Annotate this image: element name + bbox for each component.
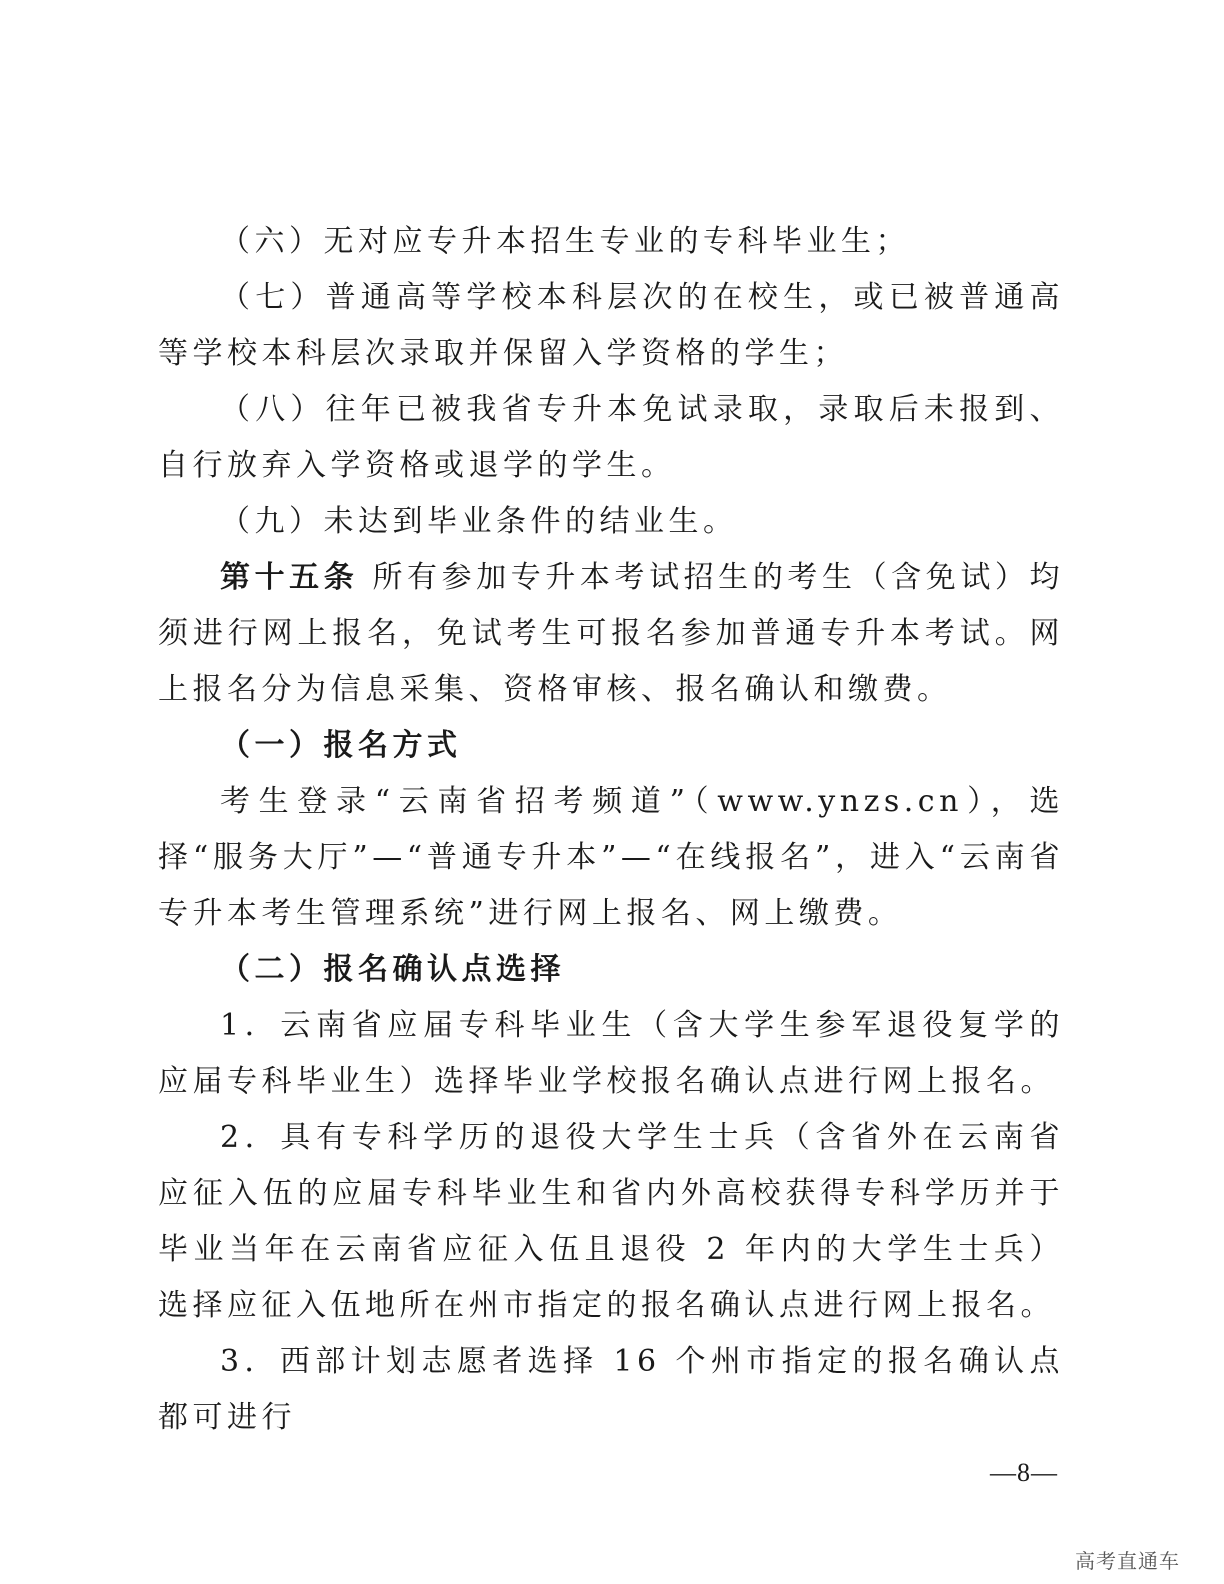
clause-8: （八）往年已被我省专升本免试录取，录取后未报到、自行放弃入学资格或退学的学生。: [158, 392, 1064, 483]
document-body: [158, 214, 1064, 1446]
section-heading-registration-method: （一）报名方式: [220, 728, 462, 763]
article-15-text: 所有参加专升本考试招生的考生（含免试）均须进行网上报名，免试考生可报名参加普通专升本考试。网上报名分为信息采集、资格审核、报名确认和缴费。: [158, 560, 1064, 707]
article-15: [158, 550, 1064, 718]
page-number: —8—: [990, 1458, 1058, 1487]
article-15-label: 第十五条: [220, 560, 359, 595]
clause-7: （七）普通高等学校本科层次的在校生，或已被普通高等学校本科层次录取并保留入学资格的学生；: [158, 280, 1064, 371]
item-2: 2．具有专科学历的退役大学生士兵（含省外在云南省应征入伍的应届专科毕业生和省内外高校获得专科学历并于毕业当年在云南省应征入伍且退役 2 年内的大学生士兵）选择应征入伍地所在州市指定的报名确认点进行网上报名。: [158, 1120, 1064, 1323]
clause-9: （九）未达到毕业条件的结业生。: [220, 504, 738, 539]
watermark: 高考直通车: [1075, 1549, 1180, 1573]
section-heading-confirmation-point: （二）报名确认点选择: [220, 952, 565, 987]
registration-method-text: 考生登录“云南省招考频道”（www.ynzs.cn），选择“服务大厅”—“普通专升本”—“在线报名”，进入“云南省专升本考生管理系统”进行网上报名、网上缴费。: [158, 784, 1064, 931]
clause-6: （六）无对应专升本招生专业的专科毕业生；: [220, 224, 910, 259]
item-3: 3．西部计划志愿者选择 16 个州市指定的报名确认点都可进行: [158, 1344, 1064, 1435]
item-1: 1．云南省应届专科毕业生（含大学生参军退役复学的应届专科毕业生）选择毕业学校报名确认点进行网上报名。: [158, 1008, 1064, 1099]
